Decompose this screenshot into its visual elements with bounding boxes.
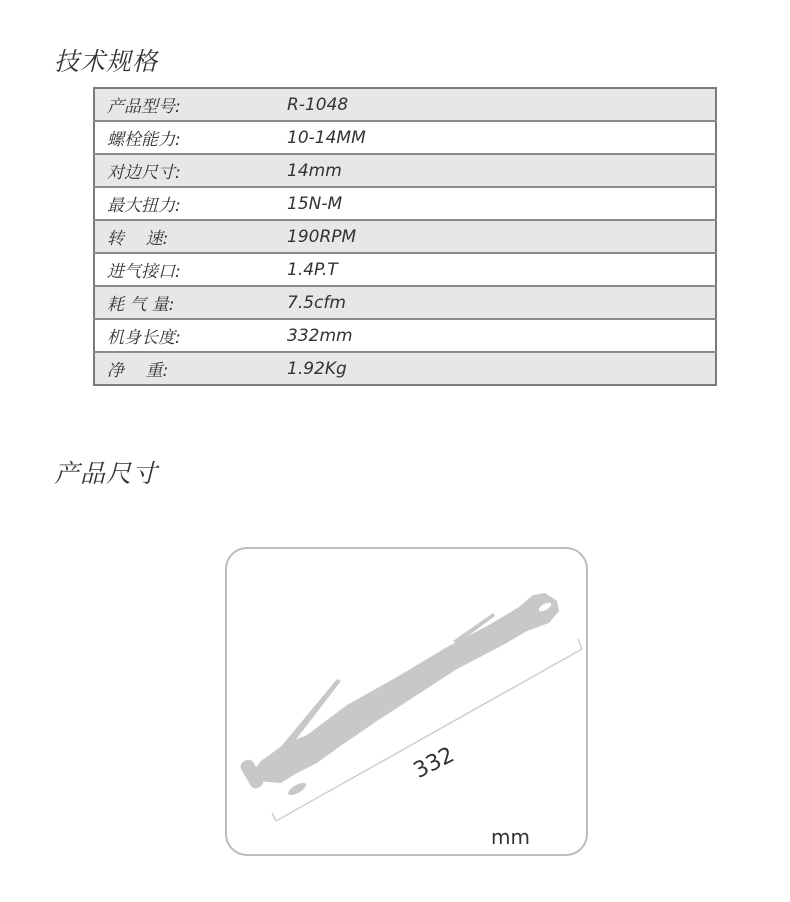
table-row: [94, 154, 716, 187]
table-row: [94, 319, 716, 352]
dimension-section-title: 产品尺寸: [54, 459, 159, 488]
spec-label: 净 重:: [94, 352, 287, 385]
spec-section-title: 技术规格: [54, 47, 159, 76]
spec-value: 190RPM: [287, 220, 716, 253]
spec-table: [93, 87, 717, 386]
spec-label: 机身长度:: [94, 319, 287, 352]
spec-label: 产品型号:: [94, 88, 287, 121]
table-row: [94, 187, 716, 220]
spec-label: 转 速:: [94, 220, 287, 253]
spec-value: 1.4P.T: [287, 253, 716, 286]
spec-value: 15N-M: [287, 187, 716, 220]
table-row: [94, 88, 716, 121]
spec-label: 最大扭力:: [94, 187, 287, 220]
table-row: [94, 286, 716, 319]
table-row: [94, 121, 716, 154]
spec-value: 1.92Kg: [287, 352, 716, 385]
dimension-value: 332: [409, 742, 459, 784]
table-row: [94, 220, 716, 253]
spec-value: 332mm: [287, 319, 716, 352]
spec-label: 耗 气 量:: [94, 286, 287, 319]
spec-label: 对边尺寸:: [94, 154, 287, 187]
table-row: [94, 253, 716, 286]
spec-label: 进气接口:: [94, 253, 287, 286]
spec-label: 螺栓能力:: [94, 121, 287, 154]
spec-value: R-1048: [287, 88, 716, 121]
table-row: [94, 352, 716, 385]
spec-value: 7.5cfm: [287, 286, 716, 319]
impact-wrench-silhouette: [238, 593, 559, 797]
dimension-diagram-frame: [225, 547, 588, 856]
spec-value: 14mm: [287, 154, 716, 187]
tool-dimension-diagram: [227, 549, 586, 854]
dimension-unit: mm: [491, 825, 530, 849]
spec-value: 10-14MM: [287, 121, 716, 154]
